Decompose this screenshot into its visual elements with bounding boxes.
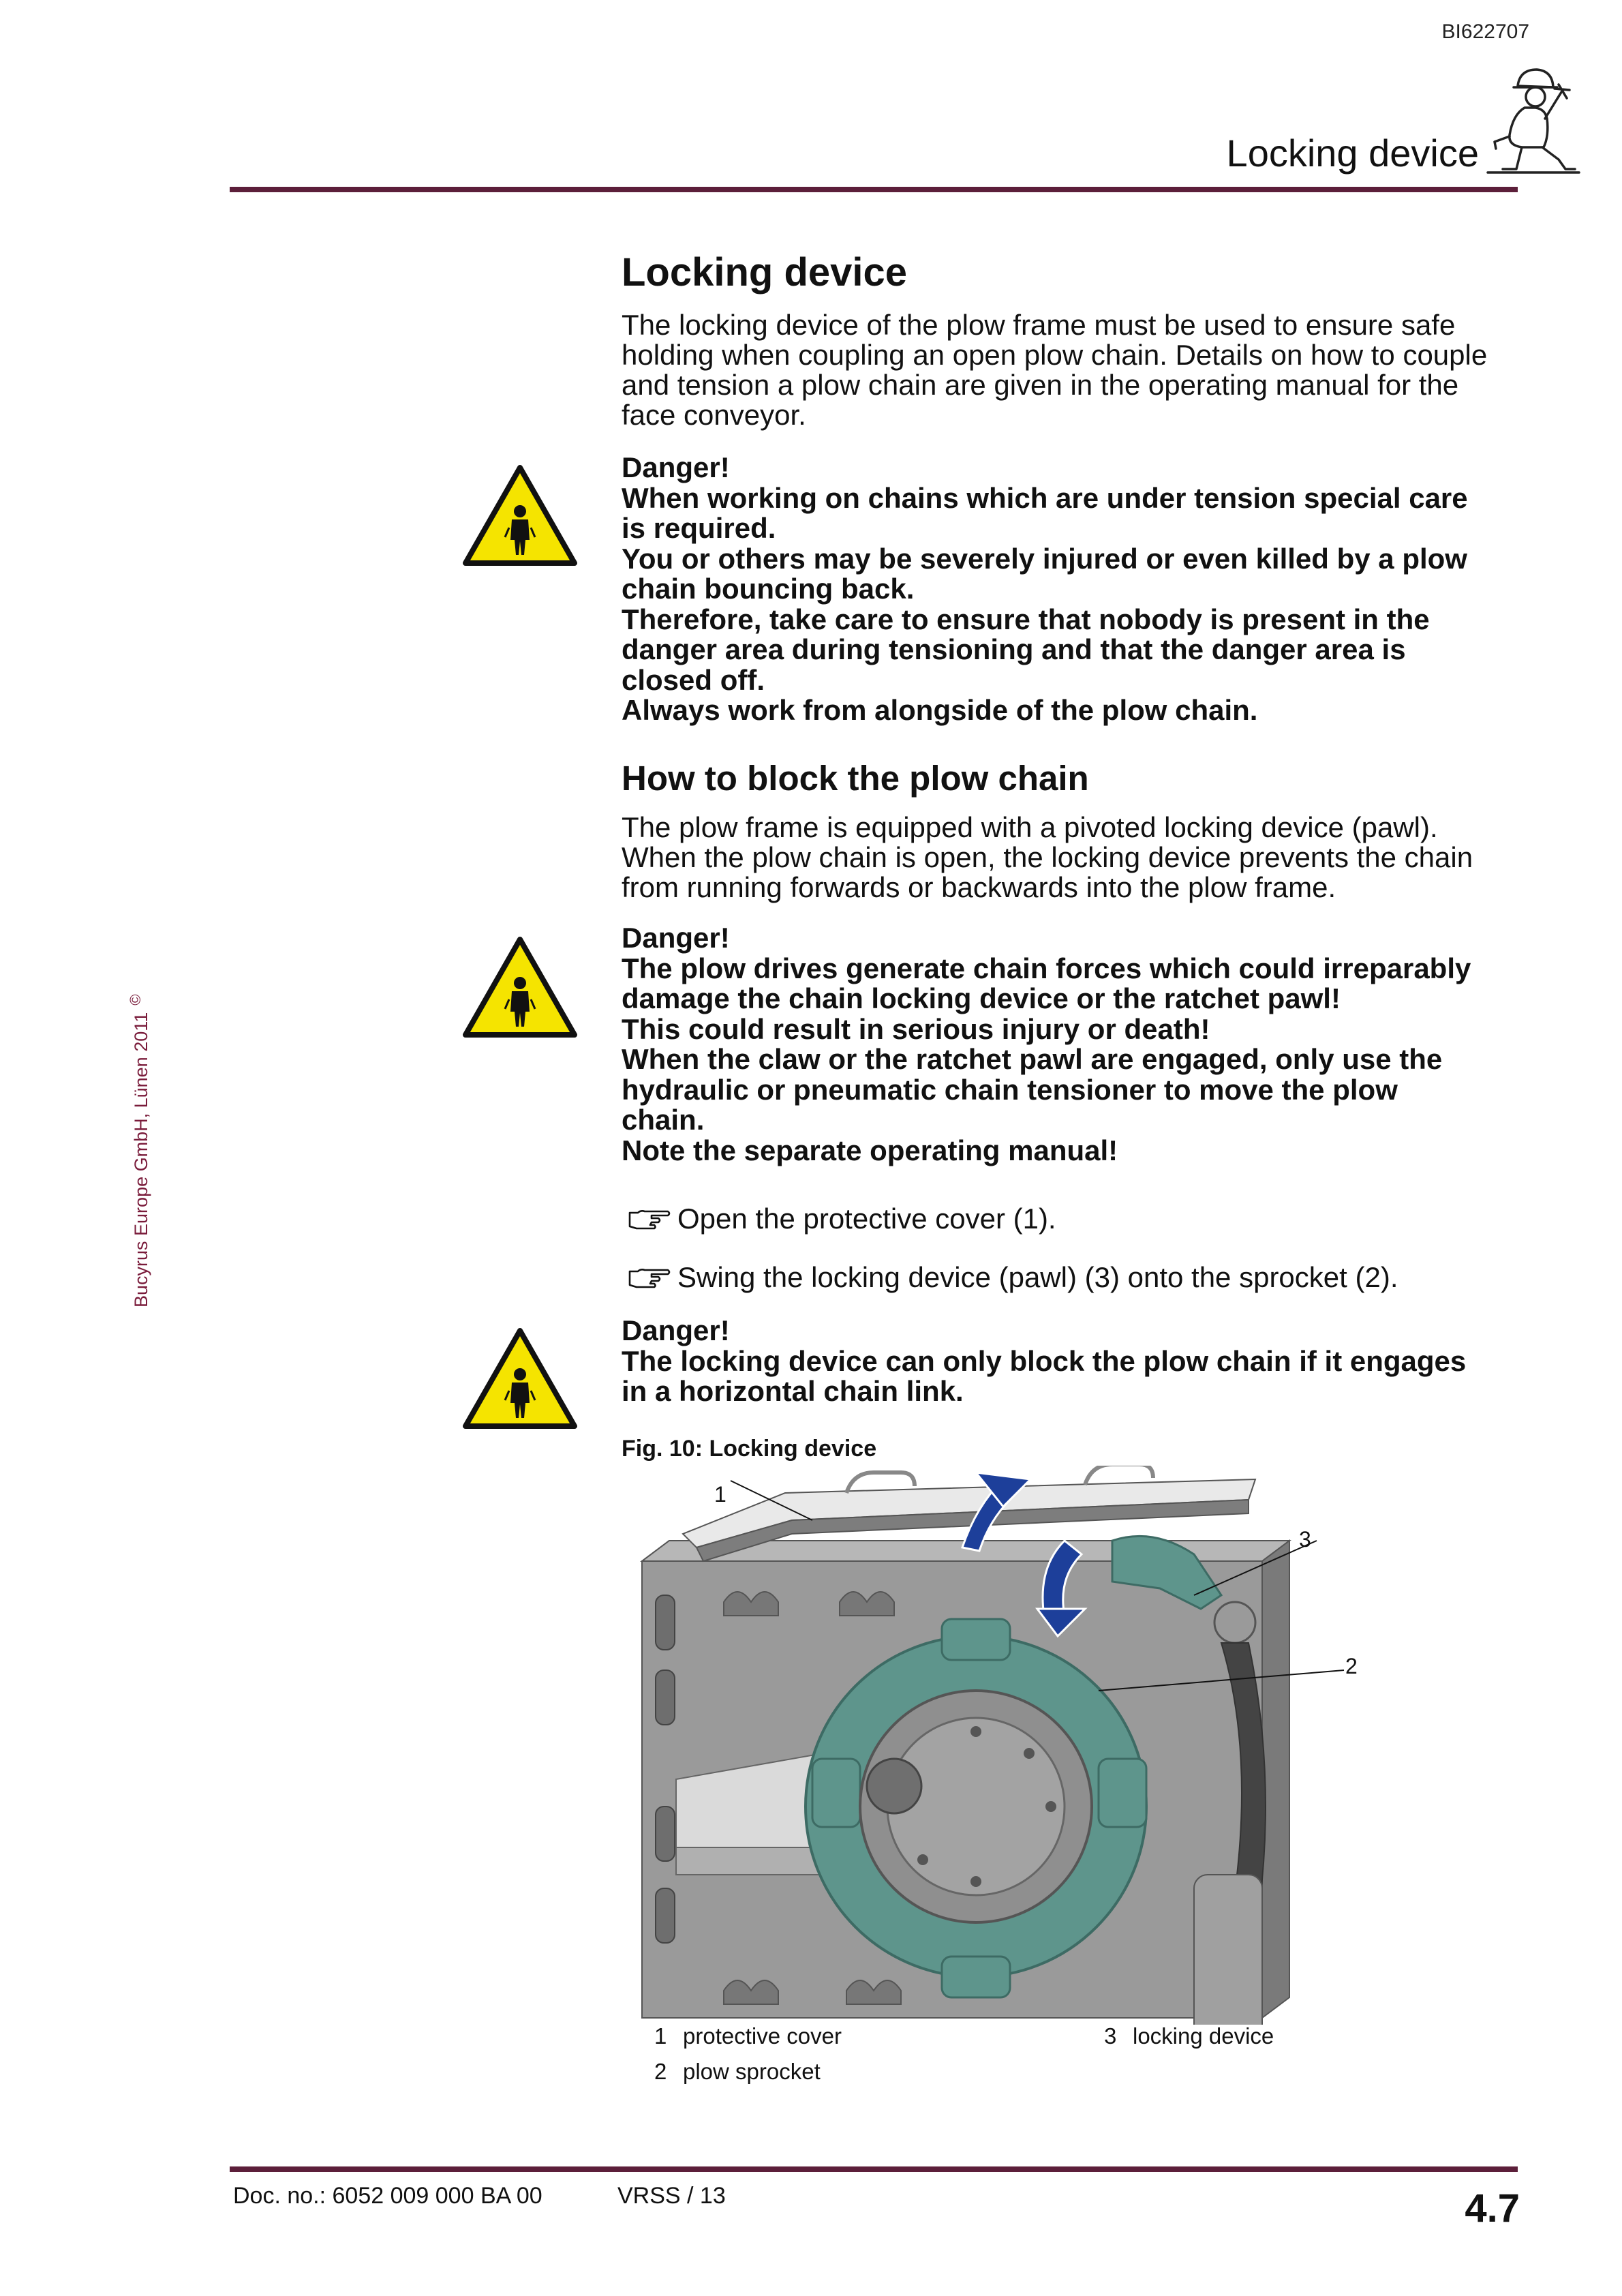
legend-number: 2 bbox=[654, 2059, 667, 2084]
warning-person-icon bbox=[461, 935, 579, 1039]
subsection-title-block bbox=[622, 758, 1514, 798]
page-number: 4.7 bbox=[1465, 2186, 1520, 2231]
intro-paragraph: The locking device of the plow frame must be used to ensure safe holding when coupling an open plow chain. Details on how to couple and tension a plow chain are given in the operating manual for the face conveyor. bbox=[622, 309, 1488, 431]
danger-line: chain. bbox=[622, 1104, 705, 1136]
callout-2: 2 bbox=[1345, 1654, 1358, 1678]
locking-device-illustration bbox=[622, 1466, 1521, 2025]
danger-line: chain bouncing back. bbox=[622, 573, 915, 605]
danger-heading: Danger! bbox=[622, 451, 730, 483]
danger-line: damage the chain locking device or the ratchet pawl! bbox=[622, 982, 1341, 1014]
step-1 bbox=[627, 1204, 1520, 1234]
step-text: Open the protective cover (1). bbox=[677, 1203, 1056, 1235]
pointing-hand-icon bbox=[627, 1207, 672, 1230]
step-2 bbox=[627, 1263, 1520, 1293]
callout-3: 3 bbox=[1299, 1527, 1311, 1552]
danger-heading: Danger! bbox=[622, 922, 730, 954]
copyright-notice bbox=[127, 995, 152, 1308]
footer-doc-number: Doc. no.: 6052 009 000 BA 00 bbox=[233, 2183, 542, 2209]
danger-line: Always work from alongside of the plow chain. bbox=[622, 694, 1258, 726]
figure-caption: Fig. 10: Locking device bbox=[622, 1436, 877, 1462]
danger-line: This could result in serious injury or death! bbox=[622, 1012, 1210, 1045]
paragraph-2-block bbox=[622, 813, 1514, 903]
danger-line: When the claw or the ratchet pawl are engaged, only use the bbox=[622, 1043, 1443, 1075]
main-title-block bbox=[622, 250, 1514, 295]
document-id: BI622707 bbox=[1441, 20, 1529, 43]
danger-block-3 bbox=[622, 1316, 1514, 1407]
legend-text: protective cover bbox=[683, 2023, 842, 2049]
legend-item bbox=[1104, 2023, 1274, 2049]
danger-block-2 bbox=[622, 923, 1514, 1166]
danger-line: You or others may be severely injured or even killed by a plow bbox=[622, 542, 1467, 575]
footer-vrss: VRSS / 13 bbox=[617, 2183, 726, 2209]
callout-1: 1 bbox=[714, 1482, 726, 1507]
worker-icon bbox=[1482, 60, 1585, 179]
legend-item bbox=[654, 2059, 821, 2085]
danger-line: hydraulic or pneumatic chain tensioner to move the plow bbox=[622, 1073, 1398, 1106]
danger-line: Therefore, take care to ensure that nobody is present in the bbox=[622, 603, 1430, 635]
legend-number: 3 bbox=[1104, 2023, 1117, 2049]
header-rule bbox=[230, 187, 1518, 192]
footer-rule bbox=[230, 2166, 1518, 2172]
danger-heading: Danger! bbox=[622, 1314, 730, 1346]
legend-text: plow sprocket bbox=[683, 2059, 821, 2084]
danger-line: The plow drives generate chain forces which could irreparably bbox=[622, 952, 1471, 984]
warning-person-icon bbox=[461, 1327, 579, 1430]
page-title: Locking device bbox=[622, 250, 908, 294]
danger-line: When working on chains which are under tension special care bbox=[622, 481, 1468, 514]
copyright-mark: © bbox=[127, 994, 144, 1006]
danger-line: Note the separate operating manual! bbox=[622, 1134, 1118, 1166]
legend-item bbox=[654, 2023, 842, 2049]
danger-line: is required. bbox=[622, 512, 776, 544]
subsection-title: How to block the plow chain bbox=[622, 759, 1089, 798]
danger-line: danger area during tensioning and that the danger area is bbox=[622, 633, 1406, 665]
danger-line: in a horizontal chain link. bbox=[622, 1375, 964, 1407]
danger-line: The locking device can only block the plow chain if it engages bbox=[622, 1344, 1467, 1377]
danger-block-1 bbox=[622, 453, 1514, 726]
legend-text: locking device bbox=[1133, 2023, 1274, 2049]
legend-number: 1 bbox=[654, 2023, 667, 2049]
section-title: Locking device bbox=[1226, 132, 1479, 175]
copyright-text: Bucyrus Europe GmbH, Lünen 2011 bbox=[131, 1012, 151, 1308]
warning-person-icon bbox=[461, 464, 579, 567]
paragraph-2: The plow frame is equipped with a pivoted locking device (pawl). When the plow chain is open, the locking device prevents the chain from running forwards or backwards into the plow frame. bbox=[622, 811, 1473, 903]
step-text: Swing the locking device (pawl) (3) onto the sprocket (2). bbox=[677, 1261, 1398, 1293]
danger-line: closed off. bbox=[622, 663, 765, 696]
intro-block bbox=[622, 310, 1514, 430]
pointing-hand-icon bbox=[627, 1266, 672, 1289]
